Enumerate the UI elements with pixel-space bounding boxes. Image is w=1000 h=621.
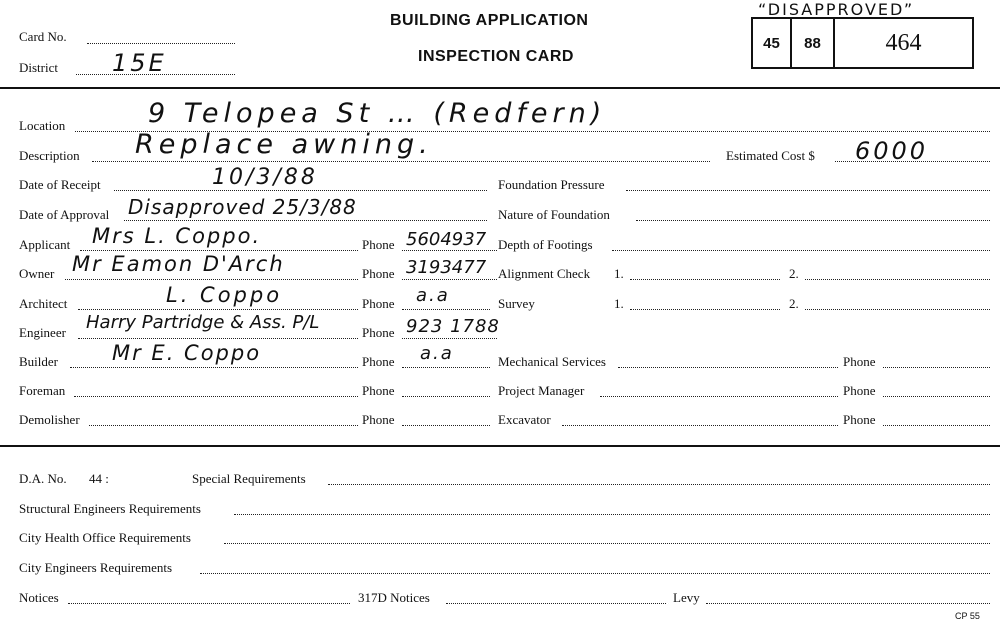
foreman-phone-line (402, 396, 490, 397)
description-line (92, 161, 710, 162)
special-requirements-label: Special Requirements (192, 471, 306, 486)
nature-foundation-label: Nature of Foundation (498, 207, 610, 222)
excavator-line (562, 425, 838, 426)
estimated-cost-label: Estimated Cost $ (726, 148, 815, 163)
notices-line (68, 603, 350, 604)
project-manager-phone-label: Phone (843, 383, 876, 398)
notices-317d-line (446, 603, 666, 604)
excavator-phone-line (883, 425, 990, 426)
da-no-value: 44 : (89, 471, 109, 486)
project-manager-line (600, 396, 838, 397)
structural-engineers-label: Structural Engineers Requirements (19, 501, 201, 516)
engineer-line (78, 338, 358, 339)
date-approval-line (124, 220, 487, 221)
location-value: 9 Telopea St … (Redfern) (148, 98, 607, 129)
owner-value: Mr Eamon D'Arch (72, 252, 285, 276)
district-value: 15E (112, 49, 167, 77)
project-manager-label: Project Manager (498, 383, 585, 398)
date-approval-label: Date of Approval (19, 207, 110, 222)
survey-line-1 (630, 309, 780, 310)
excavator-phone-label: Phone (843, 412, 876, 427)
description-label: Description (19, 148, 80, 163)
code-a: 45 (753, 19, 792, 67)
demolisher-line (89, 425, 358, 426)
owner-line (65, 279, 358, 280)
survey-num-2: 2. (789, 296, 799, 311)
engineer-value: Harry Partridge & Ass. P/L (86, 312, 320, 333)
notices-label: Notices (19, 590, 59, 605)
foreman-phone-label: Phone (362, 383, 395, 398)
header-divider (0, 87, 1000, 89)
foreman-line (74, 396, 358, 397)
builder-line (70, 367, 358, 368)
date-approval-value: Disapproved 25/3/88 (128, 195, 357, 219)
excavator-label: Excavator (498, 412, 551, 427)
nature-foundation-line (636, 220, 990, 221)
survey-label: Survey (498, 296, 535, 311)
applicant-phone-value: 5604937 (406, 229, 487, 250)
foundation-pressure-line (626, 190, 990, 191)
mechanical-services-line (618, 367, 838, 368)
foundation-pressure-label: Foundation Pressure (498, 177, 605, 192)
date-receipt-value: 10/3/88 (212, 165, 318, 190)
architect-phone-label: Phone (362, 296, 395, 311)
disapproved-stamp: “DISAPPROVED” (758, 0, 915, 19)
demolisher-label: Demolisher (19, 412, 80, 427)
alignment-check-line-1 (630, 279, 780, 280)
city-health-line (224, 543, 990, 544)
builder-phone-line (402, 367, 490, 368)
builder-value: Mr E. Coppo (112, 341, 262, 365)
estimated-cost-value: 6000 (855, 137, 929, 165)
engineer-phone-line (402, 338, 497, 339)
district-label: District (19, 60, 58, 75)
engineer-phone-value: 923 1788 (406, 316, 500, 337)
alignment-check-num-1: 1. (614, 266, 624, 281)
date-receipt-label: Date of Receipt (19, 177, 101, 192)
code-b: 88 (792, 19, 835, 67)
special-requirements-line (328, 484, 990, 485)
applicant-value: Mrs L. Coppo. (92, 224, 262, 248)
mechanical-phone-label: Phone (843, 354, 876, 369)
project-manager-phone-line (883, 396, 990, 397)
architect-phone-line (402, 309, 490, 310)
owner-phone-label: Phone (362, 266, 395, 281)
levy-label: Levy (673, 590, 700, 605)
card-no-line (87, 43, 235, 44)
builder-label: Builder (19, 354, 58, 369)
city-engineers-line (200, 573, 990, 574)
survey-num-1: 1. (614, 296, 624, 311)
mechanical-phone-line (883, 367, 990, 368)
levy-line (706, 603, 990, 604)
form-code: CP 55 (955, 611, 980, 621)
engineer-phone-label: Phone (362, 325, 395, 340)
notices-317d-label: 317D Notices (358, 590, 430, 605)
title-line-2: INSPECTION CARD (418, 48, 574, 65)
architect-line (78, 309, 358, 310)
description-value: Replace awning. (135, 129, 433, 160)
title-line-1: BUILDING APPLICATION (390, 12, 589, 29)
structural-engineers-line (234, 514, 990, 515)
city-engineers-label: City Engineers Requirements (19, 560, 173, 575)
builder-phone-label: Phone (362, 354, 395, 369)
city-health-label: City Health Office Requirements (19, 530, 191, 545)
serial-number: 464 (885, 29, 922, 56)
owner-label: Owner (19, 266, 55, 281)
applicant-phone-label: Phone (362, 237, 395, 252)
card-code-box (751, 17, 974, 69)
engineer-label: Engineer (19, 325, 66, 340)
card-no-label: Card No. (19, 29, 67, 44)
alignment-check-label: Alignment Check (498, 266, 591, 281)
owner-phone-value: 3193477 (406, 257, 487, 278)
depth-footings-line (612, 250, 990, 251)
builder-phone-value: a.a (420, 343, 454, 364)
demolisher-phone-line (402, 425, 490, 426)
foreman-label: Foreman (19, 383, 66, 398)
alignment-check-num-2: 2. (789, 266, 799, 281)
location-label: Location (19, 118, 66, 133)
applicant-phone-line (402, 250, 497, 251)
middle-divider (0, 445, 1000, 447)
architect-phone-value: a.a (416, 285, 450, 306)
depth-footings-label: Depth of Footings (498, 237, 593, 252)
demolisher-phone-label: Phone (362, 412, 395, 427)
applicant-line (80, 250, 358, 251)
architect-label: Architect (19, 296, 68, 311)
applicant-label: Applicant (19, 237, 71, 252)
architect-value: L. Coppo (166, 283, 283, 307)
mechanical-services-label: Mechanical Services (498, 354, 606, 369)
owner-phone-line (402, 279, 497, 280)
survey-line-2 (805, 309, 990, 310)
alignment-check-line-2 (805, 279, 990, 280)
date-receipt-line (114, 190, 487, 191)
da-no-label: D.A. No. (19, 471, 67, 486)
